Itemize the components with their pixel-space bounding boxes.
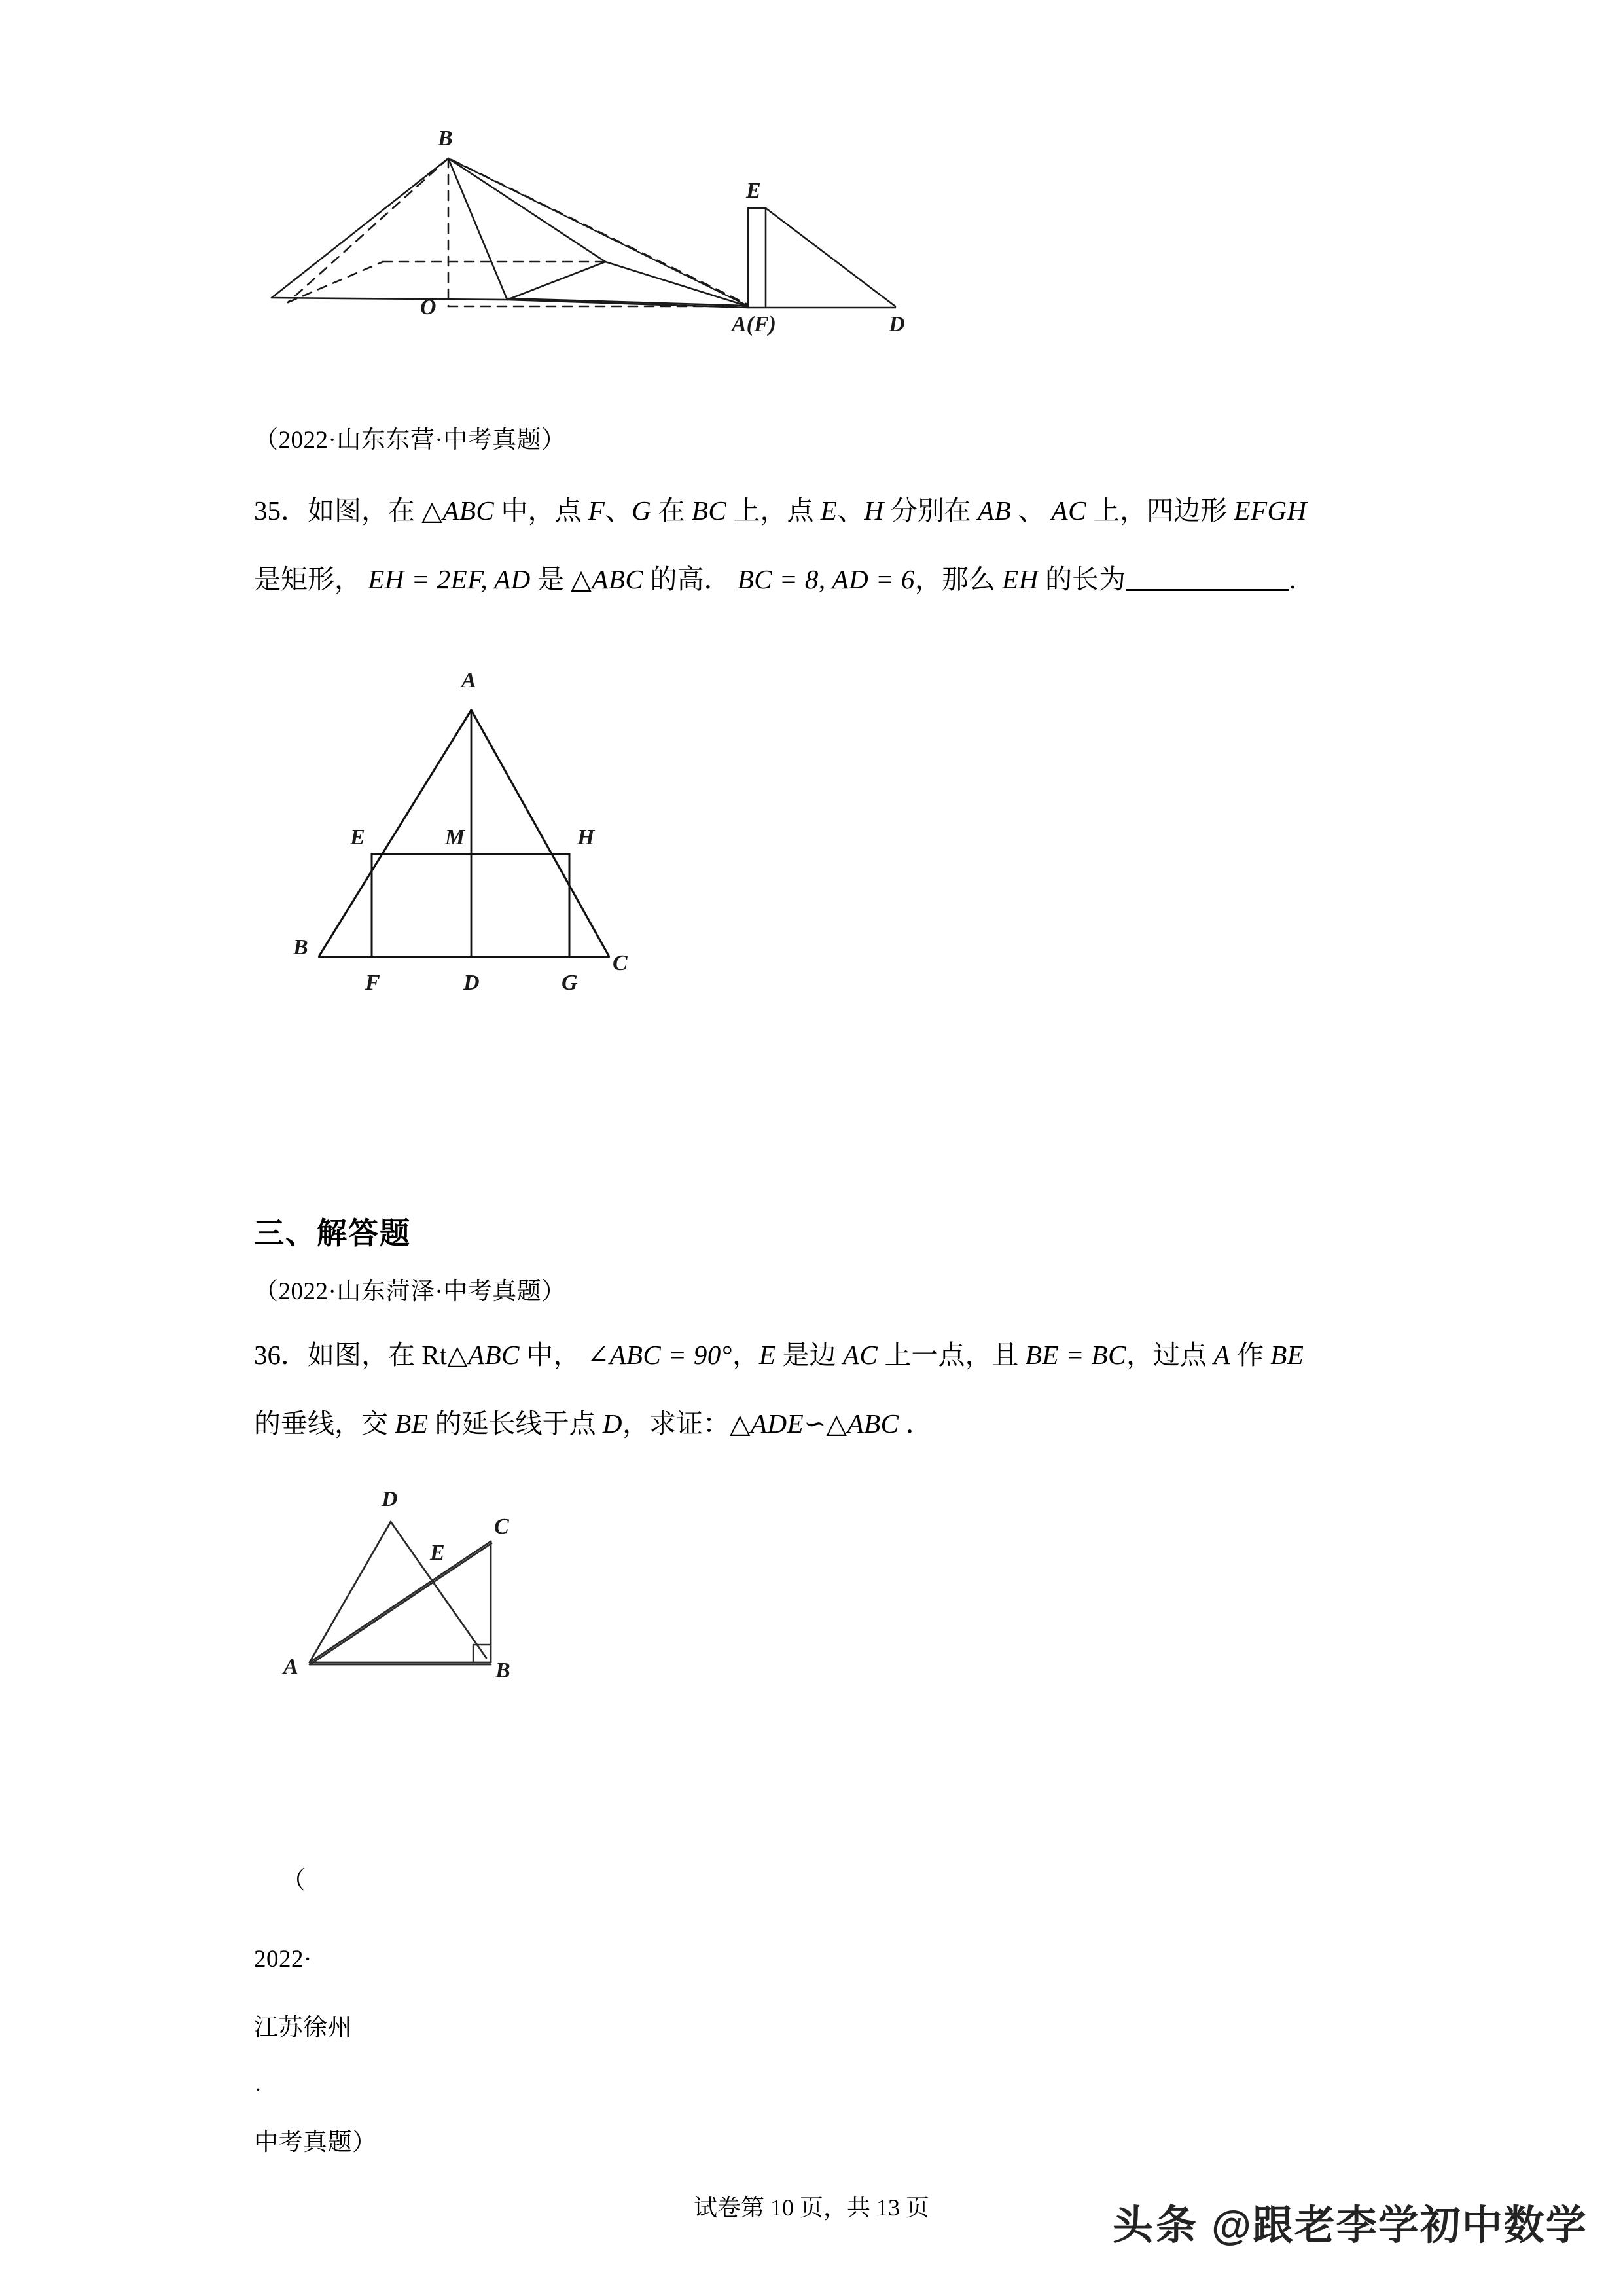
q36-text-3: ， bbox=[732, 1340, 759, 1370]
question-36-line-2 bbox=[254, 1410, 933, 1437]
q35-text-5: 上，点 bbox=[726, 495, 821, 526]
q36-number: 36． bbox=[254, 1340, 308, 1370]
source-fragment-close: 中考真题） bbox=[254, 2129, 377, 2156]
watermark-head: 头条 bbox=[1113, 2203, 1200, 2248]
q35-l2-text-2: 是 bbox=[530, 564, 571, 594]
tri36-label-D: D bbox=[382, 1487, 398, 1511]
tri35-label-B: B bbox=[293, 935, 308, 960]
tri35-label-A: A bbox=[461, 668, 476, 692]
q35-math-g: G bbox=[632, 495, 652, 526]
q36-l2-text-1: 的垂线，交 bbox=[254, 1408, 395, 1439]
question-35-line-1 bbox=[254, 497, 1307, 524]
q36-math-abc: △ABC bbox=[447, 1340, 520, 1370]
source-fragment-open-paren: （ bbox=[281, 1867, 306, 1894]
q36-math-e: E bbox=[758, 1340, 776, 1370]
tri36-label-C: C bbox=[494, 1515, 509, 1539]
q35-number: 35． bbox=[254, 495, 308, 526]
q35-answer-blank[interactable] bbox=[1126, 589, 1289, 591]
q36-math-angle: ∠ABC = 90° bbox=[586, 1340, 732, 1370]
q35-math-f: F bbox=[588, 495, 605, 526]
tri35-label-G: G bbox=[562, 971, 578, 995]
q36-math-bebc: BE = BC bbox=[1025, 1340, 1126, 1370]
pyramid-label-AF: A(F) bbox=[732, 312, 776, 336]
tri35-label-F: F bbox=[365, 971, 380, 995]
q35-text-9: 上，四边形 bbox=[1086, 495, 1234, 526]
source-dongying: （2022·山东东营·中考真题） bbox=[254, 427, 566, 454]
q35-l2-math-3: BC = 8, AD = 6 bbox=[737, 564, 915, 594]
q35-l2-text-5: 的长为 bbox=[1038, 564, 1126, 594]
source-fragment-year: 2022· bbox=[254, 1946, 312, 1973]
q36-math-ac: AC bbox=[842, 1340, 878, 1370]
q35-l2-text-4: ，那么 bbox=[914, 564, 1003, 594]
pyramid-label-B: B bbox=[438, 126, 453, 151]
q36-math-rt: Rt bbox=[421, 1340, 447, 1370]
q36-math-a: A bbox=[1213, 1340, 1230, 1370]
question-36-line-1 bbox=[254, 1342, 1304, 1369]
q36-l2-math-2: D bbox=[602, 1408, 622, 1439]
q36-l2-text-4: ． bbox=[899, 1408, 933, 1439]
q36-text-2: 中， bbox=[519, 1340, 587, 1370]
q36-text-4: 是边 bbox=[776, 1340, 843, 1370]
figure-triangle-ade-abc bbox=[265, 1476, 658, 1738]
q35-math-h: H bbox=[864, 495, 884, 526]
q35-l2-math-1: EH = 2EF, AD bbox=[368, 564, 531, 594]
q35-l2-text-6: . bbox=[1289, 564, 1296, 594]
tri35-label-H: H bbox=[577, 825, 595, 850]
q35-math-ac: AC bbox=[1051, 495, 1086, 526]
q35-text-8: 、 bbox=[1011, 495, 1052, 526]
q35-text-1: 如图，在 bbox=[308, 495, 422, 526]
pyramid-label-O: O bbox=[420, 295, 437, 319]
figure-triangle-efgh bbox=[281, 655, 759, 1008]
tri35-label-M: M bbox=[445, 825, 465, 850]
q35-l2-math-2: △ABC bbox=[571, 564, 644, 594]
page-footer: 试卷第 10 页，共 13 页 bbox=[693, 2195, 929, 2221]
tri36-label-A: A bbox=[283, 1655, 298, 1679]
q35-text-4: 在 bbox=[651, 495, 692, 526]
q36-l2-text-3: ，求证： bbox=[622, 1408, 730, 1439]
watermark-logo bbox=[1113, 2193, 1588, 2251]
tri35-label-C: C bbox=[613, 951, 628, 975]
q35-math-ab: AB bbox=[977, 495, 1012, 526]
q36-l2-math-1: BE bbox=[395, 1408, 429, 1439]
q36-math-be: BE bbox=[1270, 1340, 1304, 1370]
q35-text-7: 分别在 bbox=[883, 495, 978, 526]
q35-l2-text-3: 的高． bbox=[643, 564, 738, 594]
q35-l2-math-4: EH bbox=[1002, 564, 1039, 594]
q36-text-5: 上一点，且 bbox=[878, 1340, 1026, 1370]
q36-text-1: 如图，在 bbox=[308, 1340, 422, 1370]
q35-text-2: 中，点 bbox=[494, 495, 588, 526]
q36-text-7: 作 bbox=[1230, 1340, 1271, 1370]
source-heze: （2022·山东菏泽·中考真题） bbox=[254, 1278, 566, 1305]
source-fragment-dot: · bbox=[254, 2077, 262, 2104]
watermark-handle: @跟老李学初中数学 bbox=[1211, 2203, 1588, 2248]
q35-l2-text-1: 是矩形， bbox=[254, 564, 368, 594]
q35-text-3: 、 bbox=[605, 495, 632, 526]
tri36-label-E: E bbox=[430, 1541, 445, 1565]
tri35-label-E: E bbox=[350, 825, 365, 850]
q35-math-bc: BC bbox=[691, 495, 727, 526]
tri35-label-D: D bbox=[463, 971, 480, 995]
q35-math-abc: △ABC bbox=[421, 495, 495, 526]
section-heading-3: 三、解答题 bbox=[254, 1217, 411, 1250]
tri36-label-B: B bbox=[495, 1659, 510, 1683]
q36-l2-sim: ∽ bbox=[804, 1408, 827, 1439]
question-35-line-2 bbox=[254, 566, 1296, 593]
q35-math-e: E bbox=[820, 495, 838, 526]
figure-pyramid bbox=[249, 118, 962, 412]
q36-text-6: ，过点 bbox=[1126, 1340, 1214, 1370]
q35-math-efgh: EFGH bbox=[1234, 495, 1307, 526]
source-fragment-place: 江苏徐州 bbox=[254, 2015, 352, 2041]
q36-l2-math-4: △ABC bbox=[826, 1408, 899, 1439]
q36-l2-text-2: 的延长线于点 bbox=[428, 1408, 603, 1439]
pyramid-label-E: E bbox=[746, 179, 761, 203]
pyramid-label-D: D bbox=[889, 312, 905, 336]
q35-text-6: 、 bbox=[837, 495, 865, 526]
q36-l2-math-3: △ADE bbox=[729, 1408, 804, 1439]
